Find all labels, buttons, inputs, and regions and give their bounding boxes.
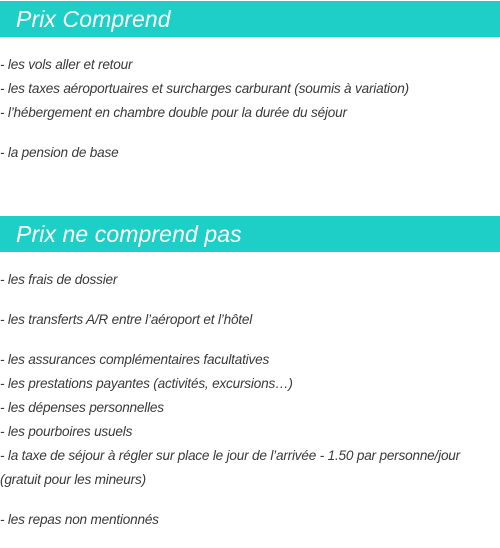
excluded-item-personal-expenses: - les dépenses personnelles — [0, 400, 164, 415]
excluded-item-tourist-tax-note: (gratuit pour les mineurs) — [0, 472, 146, 487]
included-item-board: - la pension de base — [0, 145, 119, 160]
included-section-header — [0, 1, 500, 37]
excluded-item-paid-services: - les prestations payantes (activités, excursions…) — [0, 376, 293, 391]
included-item-taxes: - les taxes aéroportuaires et surcharges carburant (soumis à variation) — [0, 81, 409, 96]
included-section-title: Prix Comprend — [16, 5, 171, 32]
excluded-section-title: Prix ne comprend pas — [16, 220, 242, 247]
excluded-section-header — [0, 216, 500, 252]
excluded-item-transfers: - les transferts A/R entre l’aéroport et l’hôtel — [0, 312, 253, 327]
excluded-item-tips: - les pourboires usuels — [0, 424, 133, 439]
included-item-accommodation: - l’hébergement en chambre double pour la durée du séjour — [0, 105, 347, 120]
excluded-item-meals: - les repas non mentionnés — [0, 512, 159, 527]
excluded-item-tourist-tax: - la taxe de séjour à régler sur place le jour de l’arrivée - 1.50 par personne/jour — [0, 448, 460, 463]
excluded-item-fees: - les frais de dossier — [0, 272, 118, 287]
excluded-item-insurance: - les assurances complémentaires facultatives — [0, 352, 270, 367]
included-item-flights: - les vols aller et retour — [0, 57, 133, 72]
